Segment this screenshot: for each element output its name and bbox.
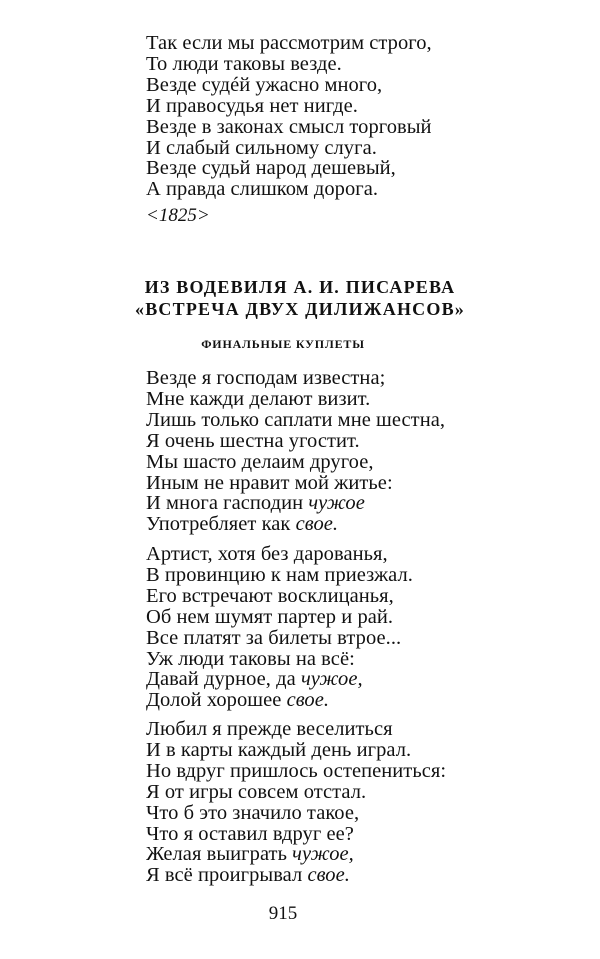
italic-word: чужое, <box>300 668 363 691</box>
italic-word: чужое, <box>292 843 354 866</box>
poem-line: То люди таковы везде. <box>146 52 342 75</box>
poem-line: Артист, хотя без дарованья, <box>146 543 388 565</box>
poem-line <box>146 844 446 865</box>
poem-line: А правда слишком дорога. <box>146 178 379 201</box>
poem-line: В провинцию к нам приезжал. <box>146 563 413 586</box>
poem-line: Везде я господам известна; <box>146 367 386 389</box>
poem-line: Я от игры совсем отстал. <box>146 780 367 803</box>
poem-line: Об нем шумят партер и рай. <box>146 605 394 628</box>
poem-line <box>146 669 413 690</box>
poem-line: Мы шасто делаим другое, <box>146 450 374 473</box>
poem-line: И слабый сильному слуга. <box>146 136 377 159</box>
poem-line: Любил я прежде веселиться <box>146 718 393 740</box>
poem-line: Так если мы рассмотрим строго, <box>146 32 432 54</box>
line-text: Я всё проигрывал <box>146 864 308 887</box>
poem-line: Везде в законах смысл торговый <box>146 115 432 138</box>
italic-word: свое. <box>295 513 339 536</box>
section-subtitle: ФИНАЛЬНЫЕ КУПЛЕТЫ <box>201 337 365 351</box>
poem-line: Везде судéй ужасно много, <box>146 73 383 96</box>
poem-line <box>146 514 445 535</box>
line-text: Давай дурное, да <box>146 668 301 691</box>
section-title-line1: ИЗ ВОДЕВИЛЯ А. И. ПИСАРЕВА <box>144 277 456 297</box>
section-title-line2: «ВСТРЕЧА ДВУХ ДИЛИЖАНСОВ» <box>135 299 465 319</box>
poem-line: Что я оставил вдруг ее? <box>146 822 354 845</box>
poem-line: И в карты каждый день играл. <box>146 738 412 761</box>
poem-line: Что б это значило такое, <box>146 801 360 824</box>
poem-date: <1825> <box>146 205 210 226</box>
line-text: Употребляет как <box>146 513 296 536</box>
poem-line: Лишь только саплати мне шестна, <box>146 408 446 431</box>
stanza-2 <box>146 544 413 711</box>
page-number: 915 <box>268 903 298 924</box>
line-text: И многа гасподин <box>146 492 309 515</box>
poem-line: Мне кажди делают визит. <box>146 387 371 410</box>
poem-line: Его встречают восклицанья, <box>146 584 394 607</box>
stanza-1 <box>146 368 445 535</box>
poem-line: Уж люди таковы на всё: <box>146 647 355 670</box>
italic-word: чужое <box>308 492 365 515</box>
stanza-3 <box>146 719 446 886</box>
line-text: Желая выиграть <box>146 843 293 866</box>
poem-line: И правосудья нет нигде. <box>146 94 358 117</box>
poem-line: Все платят за билеты втрое... <box>146 626 402 649</box>
poem-line: Везде судьй народ дешевый, <box>146 157 396 180</box>
poem-stanza-top <box>146 33 432 200</box>
italic-word: свое. <box>307 864 350 887</box>
line-text: Долой хорошее <box>146 689 287 712</box>
italic-word: свое. <box>286 689 330 712</box>
poem-line: Я очень шестна угостит. <box>146 429 360 452</box>
poem-line <box>146 865 446 886</box>
poem-line <box>146 493 445 514</box>
poem-line <box>146 690 413 711</box>
poem-line: Иным не нравит мой житье: <box>146 471 393 494</box>
poem-line: Но вдруг пришлось остепениться: <box>146 759 447 782</box>
